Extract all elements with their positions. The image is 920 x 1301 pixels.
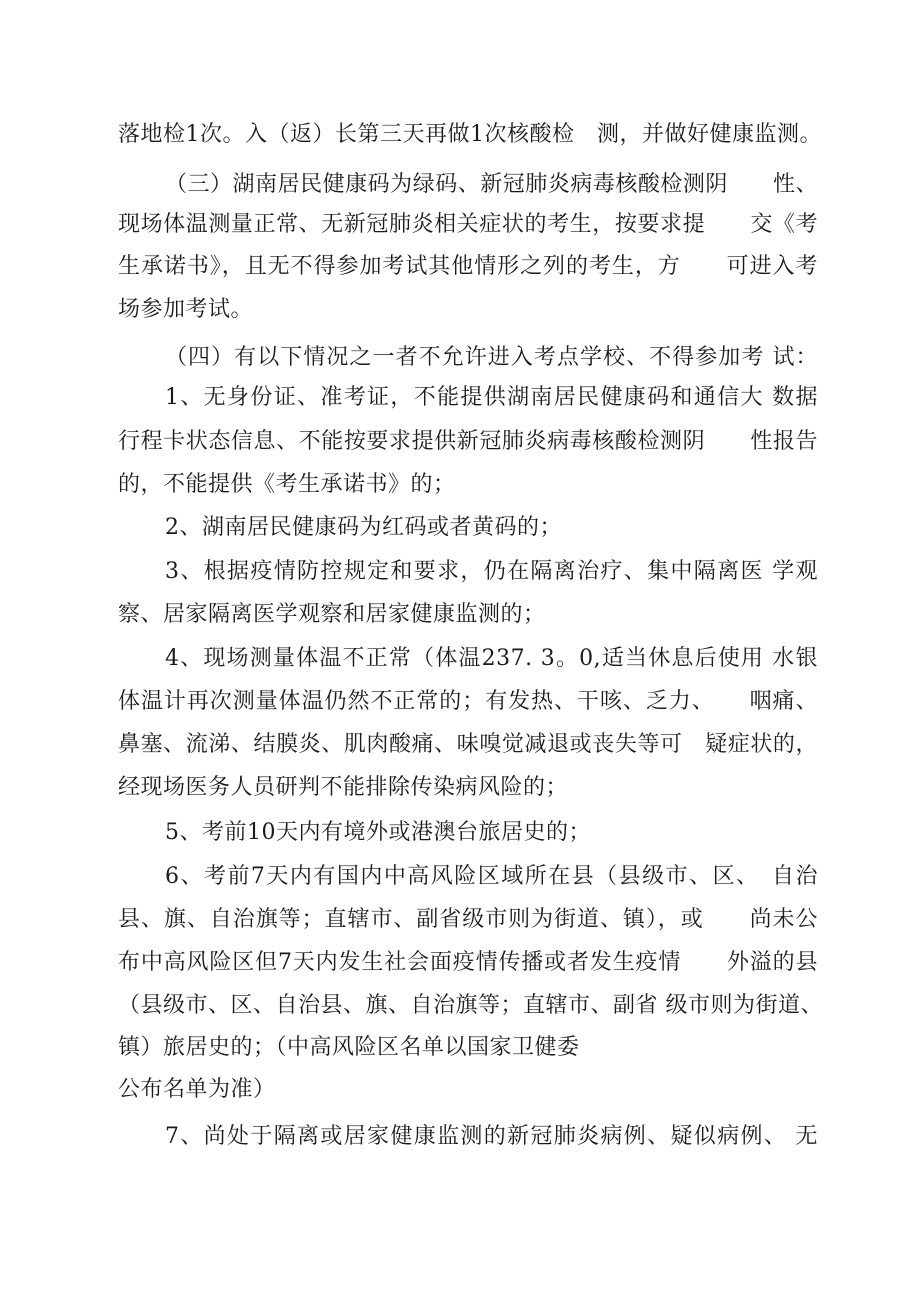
- text-line: 场参加考试。: [118, 297, 254, 322]
- text-line: 7、尚处于隔离或居家健康监测的新冠肺炎病例、疑似病例、 无: [165, 1124, 818, 1149]
- text-line: 经现场医务人员研判不能排除传染病风险的；: [118, 775, 569, 800]
- text-line: 落地检1次。入（返）长第三天再做1次核酸检 测，并做好健康监测。: [118, 122, 822, 147]
- text-line: （三）湖南居民健康码为绿码、新冠肺炎病毒核酸检测阴 性、: [165, 172, 818, 197]
- text-line: 5、考前10天内有境外或港澳台旅居史的；: [165, 820, 591, 845]
- text-line: 行程卡状态信息、不能按要求提供新冠肺炎病毒核酸检测阴 性报告: [118, 429, 818, 454]
- text-line: 2、湖南居民健康码为红码或者黄码的；: [165, 515, 562, 540]
- text-line: 4、现场测量体温不正常（体温237. 3。0,适当休息后使用 水银: [165, 646, 818, 671]
- text-line: 生承诺书》，且无不得参加考试其他情形之列的考生，方 可进入考: [118, 254, 818, 279]
- text-line: 3、根据疫情防控规定和要求，仍在隔离治疗、集中隔离医 学观: [165, 559, 818, 584]
- text-line: 6、考前7天内有国内中高风险区域所在县（县级市、区、 自治: [165, 864, 818, 889]
- text-line: 公布名单为准）: [118, 1077, 276, 1102]
- text-line: （县级市、区、自治县、旗、自治旗等；直辖市、副省 级市则为街道、: [118, 993, 823, 1018]
- text-line: 察、居家隔离医学观察和居家健康监测的；: [118, 602, 546, 627]
- text-line: 布中高风险区但7天内发生社会面疫情传播或者发生疫情 外溢的县: [118, 950, 818, 975]
- text-line: 1、无身份证、准考证，不能提供湖南居民健康码和通信大 数据: [165, 385, 818, 410]
- text-line: 的，不能提供《考生承诺书》的；: [118, 472, 456, 497]
- text-line: 现场体温测量正常、无新冠肺炎相关症状的考生，按要求提 交《考: [118, 212, 818, 237]
- text-line: 县、旗、自治旗等；直辖市、副省级市则为街道、镇），或 尚未公: [118, 907, 818, 932]
- text-line: 鼻塞、流涕、结膜炎、肌肉酸痛、味嗅觉减退或丧失等可 疑症状的，: [118, 732, 818, 757]
- text-line: 体温计再次测量体温仍然不正常的；有发热、干咳、乏力、 咽痛、: [118, 689, 818, 714]
- text-line: （四）有以下情况之一者不允许进入考点学校、不得参加考 试：: [165, 345, 818, 370]
- text-line: 镇）旅居史的；（中高风险区名单以国家卫健委: [118, 1035, 580, 1060]
